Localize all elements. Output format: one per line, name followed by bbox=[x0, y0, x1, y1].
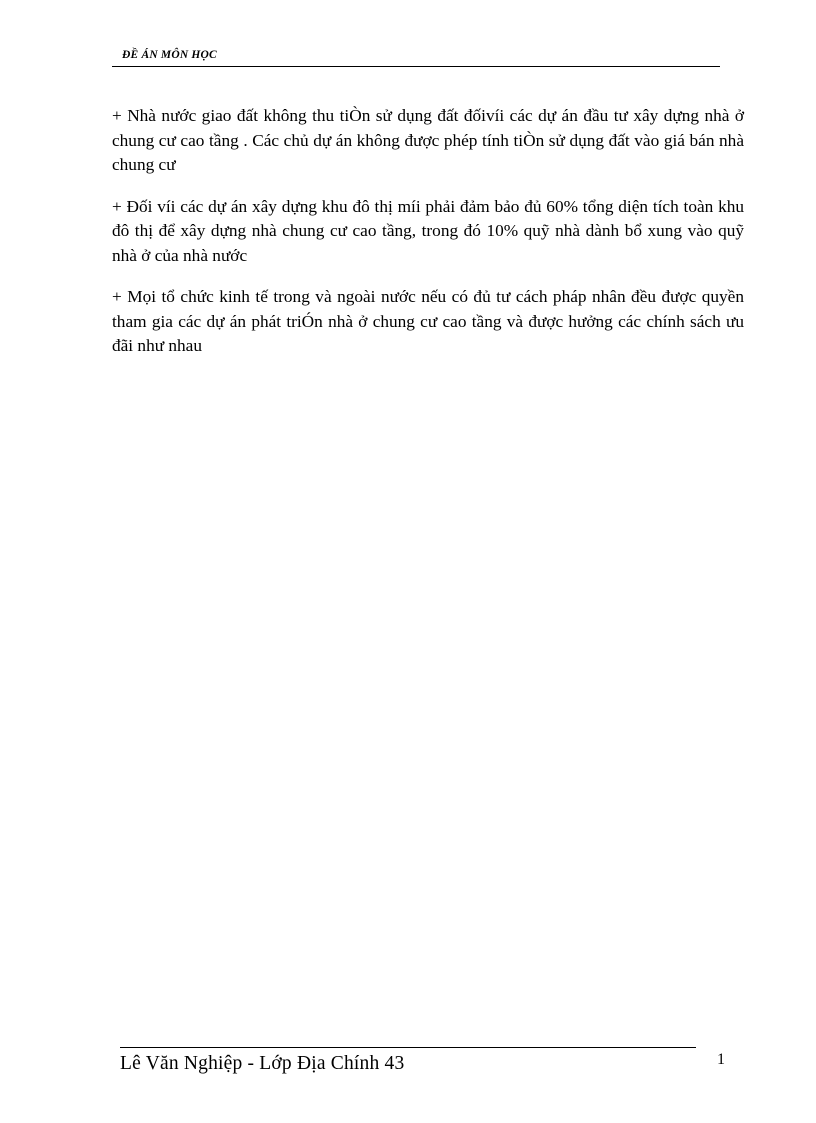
paragraph-1: + Nhà nước giao đất không thu tiÒn sử dụng đất đốivíi các dự án đầu tư xây dựng nhà ở chung cư cao tầng . Các chủ dự án không được phép tính tiÒn sử dụng đất vào giá bán nhà chung cư bbox=[112, 106, 744, 174]
page-number: 1 bbox=[717, 1051, 725, 1068]
footer-divider bbox=[120, 1047, 696, 1048]
footer-author: Lê Văn Nghiệp - Lớp Địa Chính 43 bbox=[120, 1053, 405, 1074]
page-header bbox=[112, 48, 720, 67]
paragraph-2: + Đối víi các dự án xây dựng khu đô thị míi phải đảm bảo đủ 60% tổng diện tích toàn khu đô thị để xây dựng nhà chung cư cao tầng, trong đó 10% quỹ nhà dành bổ xung vào quỹ nhà ở của nhà nước bbox=[112, 196, 744, 265]
body-content bbox=[112, 104, 744, 376]
paragraph-3: + Mọi tổ chức kinh tế trong và ngoài nước nếu có đủ tư cách pháp nhân đều được quyền tham gia các dự án phát triÓn nhà ở chung cư cao tầng và được hưởng các chính sách ưu đãi như nhau bbox=[112, 287, 744, 355]
header-title: ĐỀ ÁN MÔN HỌC bbox=[122, 49, 217, 61]
